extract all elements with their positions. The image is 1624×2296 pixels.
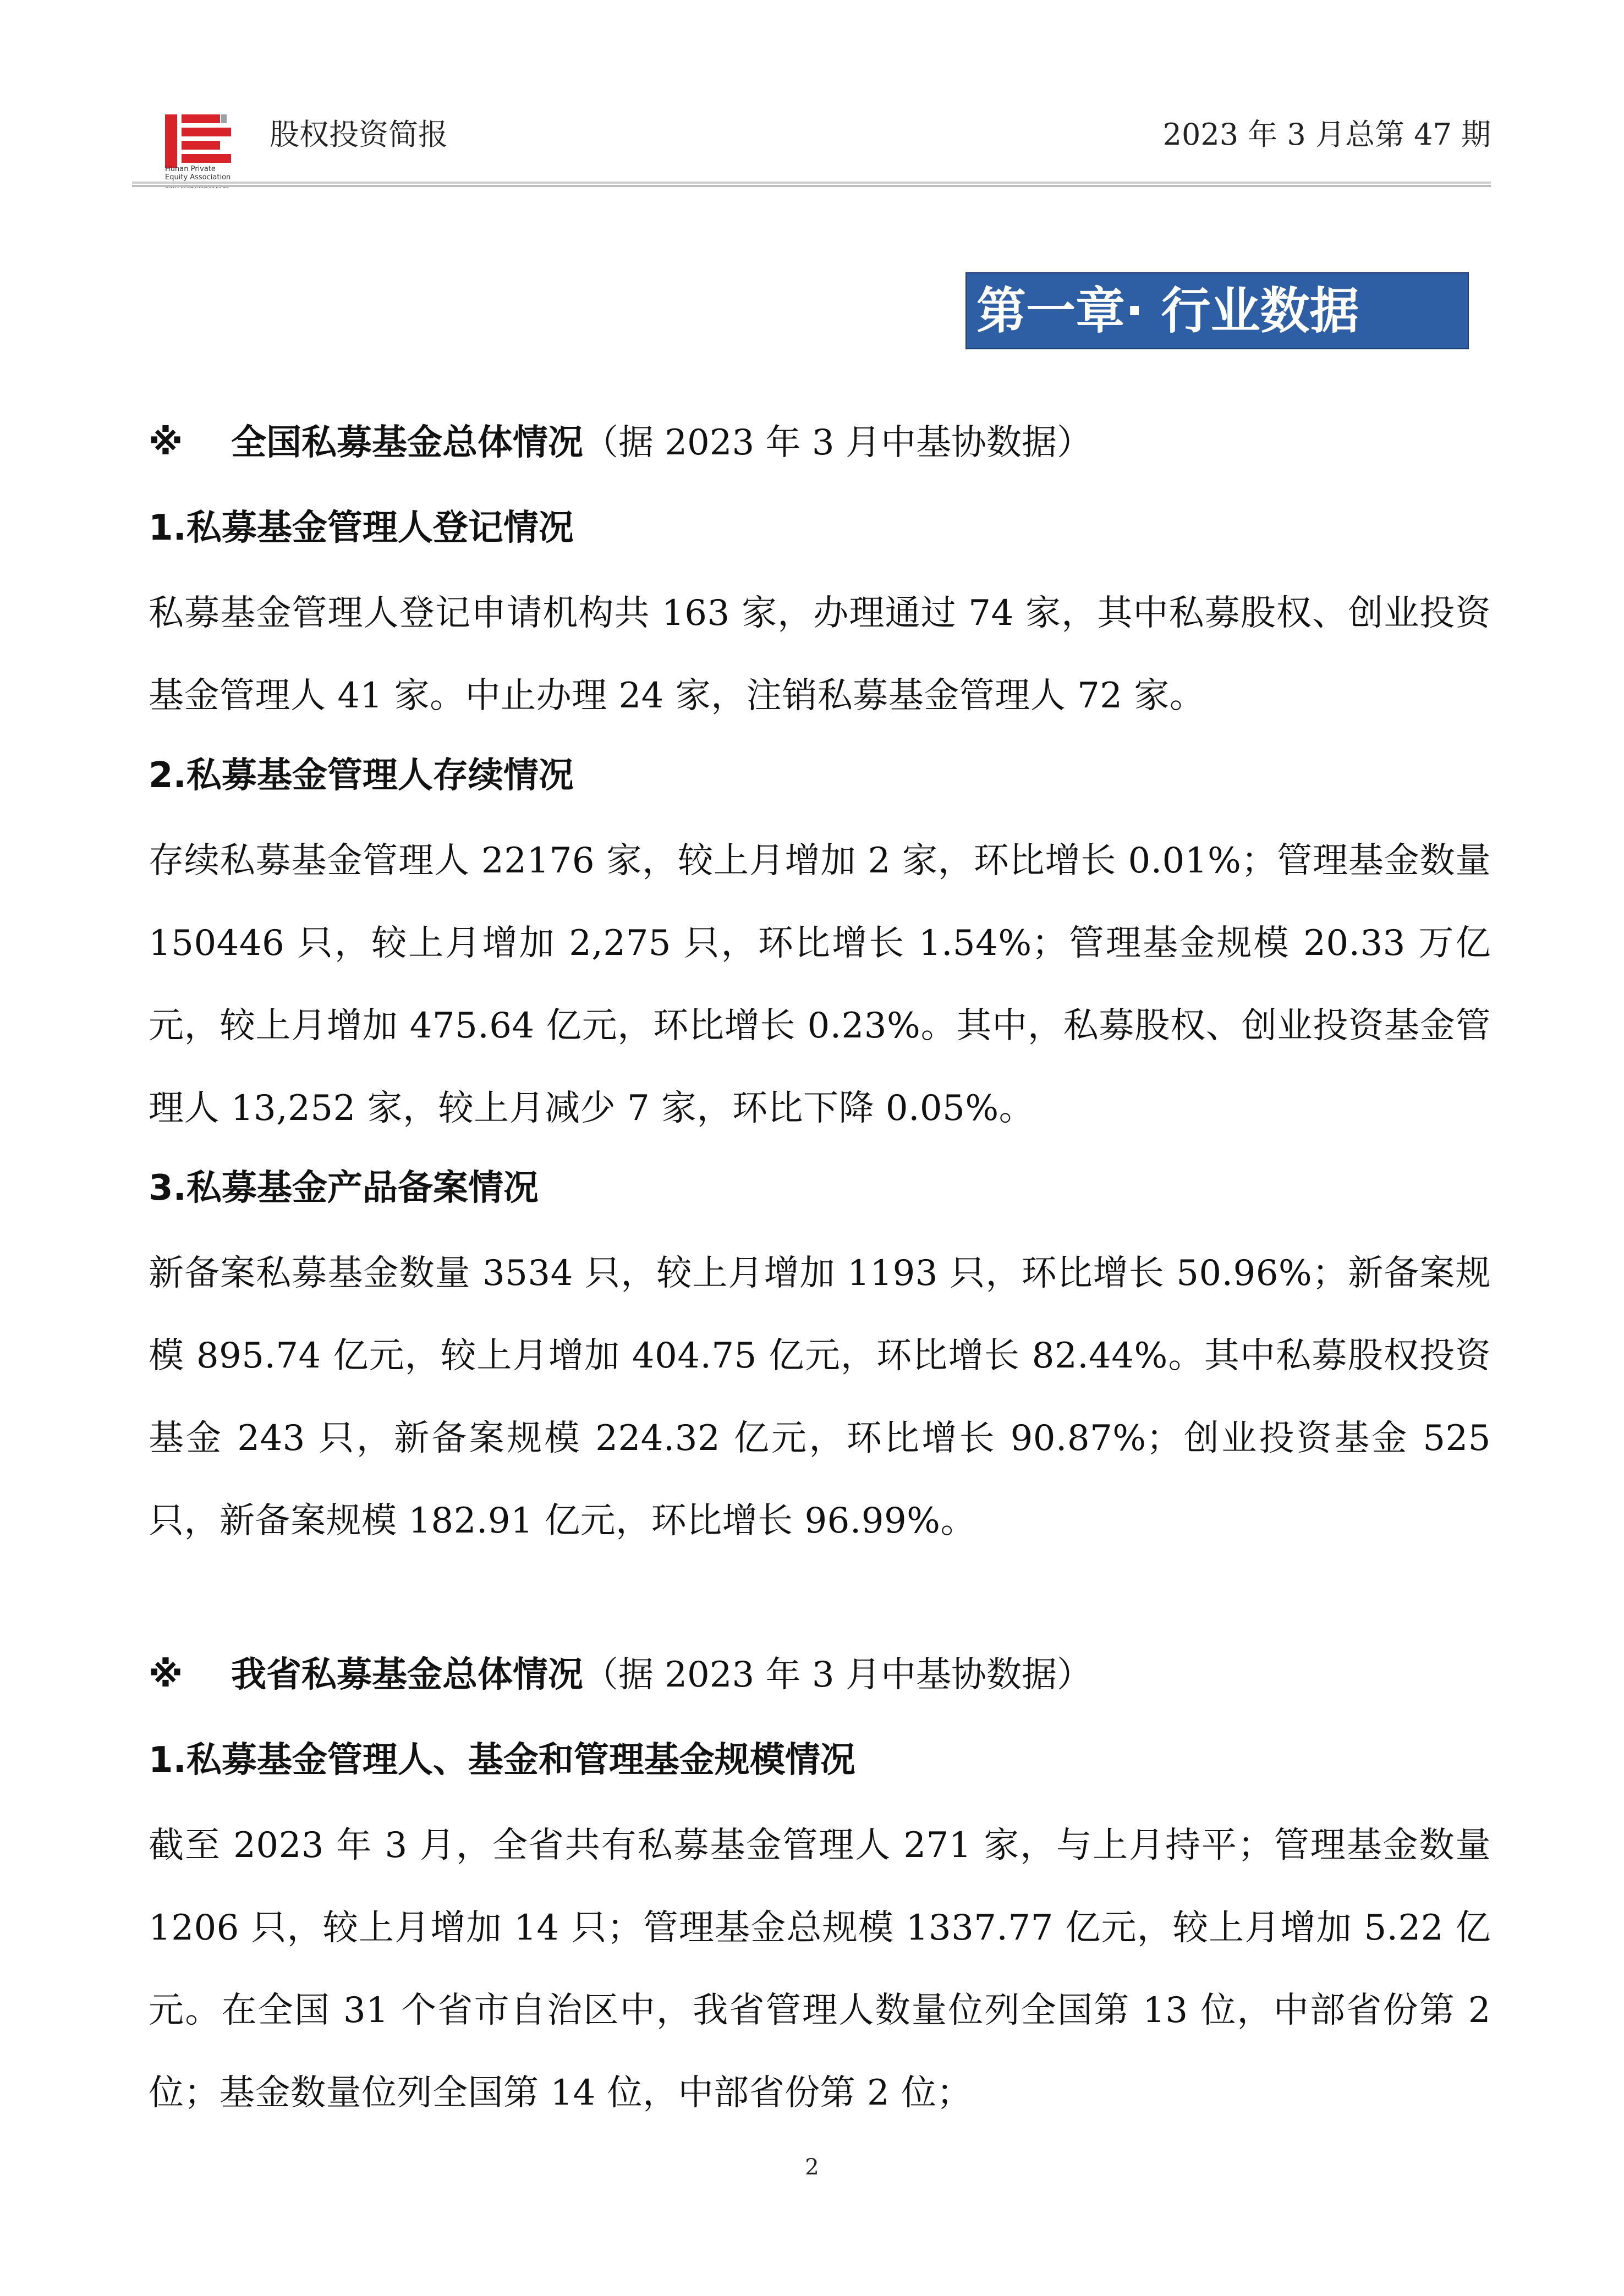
provincial-section-title [149, 1650, 1092, 1700]
national-heading-3: 3.私募基金产品备案情况 [149, 1168, 539, 1209]
reference-mark: ※ [149, 422, 183, 463]
provincial-heading-1: 1.私募基金管理人、基金和管理基金规模情况 [149, 1740, 855, 1781]
chapter-banner [965, 272, 1469, 349]
association-logo-icon [165, 110, 242, 173]
national-section-title [149, 418, 1092, 468]
national-heading-1: 1.私募基金管理人登记情况 [149, 508, 574, 548]
national-paragraph-2: 存续私募基金管理人 22176 家，较上月增加 2 家，环比增长 0.01%；管理基金数量 150446 只，较上月增加 2,275 只，环比增长 1.54%；管理基金规模 20.33 万亿元，较上月增加 475.64 亿元，环比增长 0.23%。其中，私募股权、创业投资基金管理人 13,252 家，较上月减少 7 家，环比下降 0.05%。 [149, 841, 1491, 1129]
publication-name: 股权投资简报 [270, 117, 448, 152]
chapter-title: 第一章· 行业数据 [976, 282, 1359, 340]
section-title-note: （据 2023 年 3 月中基协数据） [583, 422, 1092, 463]
section-title-note: （据 2023 年 3 月中基协数据） [583, 1655, 1092, 1695]
logo-caption: Hunan Private Equity Association [165, 165, 231, 182]
issue-label: 2023 年 3 月总第 47 期 [1162, 117, 1491, 152]
national-paragraph-3: 新备案私募基金数量 3534 只，较上月增加 1193 只，环比增长 50.96%；新备案规模 895.74 亿元，较上月增加 404.75 亿元，环比增长 82.44%。其中私募股权投资基金 243 只，新备案规模 224.32 亿元，环比增长 90.87%；创业投资基金 525 只，新备案规模 182.91 亿元，环比增长 96.99%。 [149, 1253, 1491, 1541]
national-paragraph-1: 私募基金管理人登记申请机构共 163 家，办理通过 74 家，其中私募股权、创业投资基金管理人 41 家。中止办理 24 家，注销私募基金管理人 72 家。 [149, 593, 1491, 716]
section-title-main: 全国私募基金总体情况 [231, 422, 583, 463]
page-number: 2 [805, 2155, 819, 2180]
header-divider [132, 182, 1491, 187]
national-heading-2: 2.私募基金管理人存续情况 [149, 755, 574, 796]
reference-mark: ※ [149, 1655, 183, 1695]
section-title-main: 我省私募基金总体情况 [231, 1655, 583, 1695]
page-header [132, 99, 1491, 187]
provincial-paragraph-1: 截至 2023 年 3 月，全省共有私募基金管理人 271 家，与上月持平；管理基金数量 1206 只，较上月增加 14 只；管理基金总规模 1337.77 亿元，较上月增加 5.22 亿元。在全国 31 个省市自治区中，我省管理人数量位列全国第 13 位，中部省份第 2 位；基金数量位列全国第 14 位，中部省份第 2 位； [149, 1825, 1491, 2113]
